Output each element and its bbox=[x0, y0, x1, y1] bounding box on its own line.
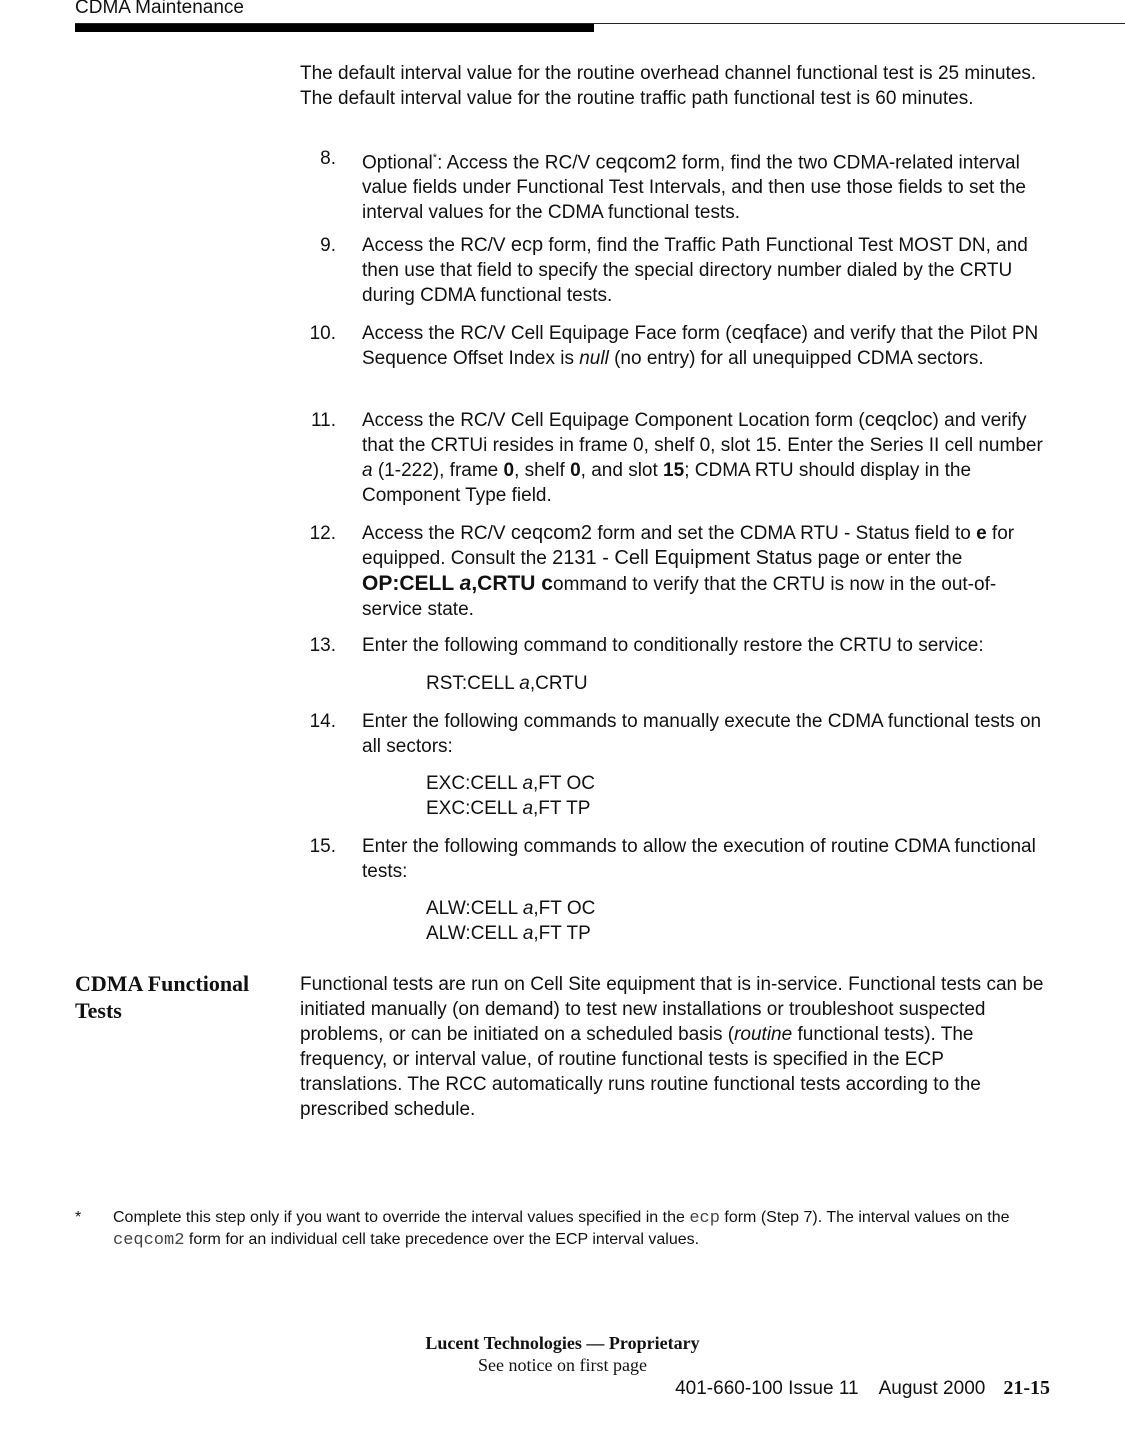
proprietary-notice bbox=[0, 1332, 1125, 1376]
command-text: OP:CELL a,CRTU c bbox=[362, 572, 553, 595]
footnote-ref: * bbox=[432, 152, 438, 164]
intro-paragraph: The default interval value for the routine overhead channel functional test is 25 minutes. The default interval value for the routine traffic path functional test is 60 minutes. bbox=[300, 63, 1037, 109]
step-number: 10. bbox=[309, 323, 336, 344]
step-text: Access the RC/V ecp form, find the Traffic Path Functional Test MOST DN, and then use that field to specify the special directory number dialed by the CRTU during CDMA functional tests. bbox=[362, 234, 1028, 306]
command-line: RST:CELL a,CRTU bbox=[426, 673, 588, 694]
footnote-text: Complete this step only if you want to override the interval values specified in the ecp form (Step 7). The interval values on the ceqcom2 form for an individual cell take precedence over the ECP interval values. bbox=[113, 1209, 1010, 1250]
step-number: 15. bbox=[309, 836, 336, 857]
command-line: EXC:CELL a,FT TP bbox=[426, 798, 591, 819]
page-reference: 2131 - Cell Equipment Status bbox=[552, 547, 813, 569]
section-paragraph: Functional tests are run on Cell Site equipment that is in-service. Functional tests can be initiated manually (on demand) to test new installations or troubleshoot suspected problems, or can be initiated on a scheduled basis (routine functional tests). The frequency, or interval value, of routine functional tests is specified in the ECP translations. The RCC automatically runs routine functional tests according to the prescribed schedule. bbox=[300, 974, 1044, 1120]
command-line: EXC:CELL a,FT OC bbox=[426, 773, 595, 794]
form-name: ceqcom2 bbox=[113, 1231, 185, 1250]
step-text: Enter the following command to conditionally restore the CRTU to service: bbox=[362, 635, 984, 656]
header-bar bbox=[75, 24, 594, 32]
running-header-title: CDMA Maintenance bbox=[75, 0, 244, 18]
step-number: 13. bbox=[309, 635, 336, 656]
step-number: 12. bbox=[309, 523, 336, 544]
step-text: Access the RC/V Cell Equipage Component Location form (ceqcloc) and verify that the CRTUi resides in frame 0, shelf 0, slot 15. Enter the Series II cell number a (1-222), frame 0, shelf 0, and slot 15; CDMA RTU should display in the Component Type field. bbox=[362, 409, 1043, 506]
step-number: 9. bbox=[320, 235, 336, 256]
document-id: 401-660-100 Issue 11 August 2000 bbox=[675, 1378, 986, 1399]
form-name: ceqcom2 bbox=[510, 522, 593, 544]
step-number: 14. bbox=[309, 711, 336, 732]
step-text: Optional*: Access the RC/V ceqcom2 form, find the two CDMA-related interval value fields under Functional Test Intervals, and then use those fields to set the interval values for the CDMA functional tests. bbox=[362, 151, 1026, 224]
step-number: 8. bbox=[320, 148, 336, 169]
page-number: 21-15 bbox=[1003, 1377, 1050, 1399]
step-text: Enter the following commands to allow the execution of routine CDMA functional tests: bbox=[362, 836, 1036, 882]
step-number: 11. bbox=[310, 410, 336, 431]
step-text: Access the RC/V Cell Equipage Face form (ceqface) and verify that the Pilot PN Sequence Offset Index is null (no entry) for all unequipped CDMA sectors. bbox=[362, 322, 1039, 369]
form-name: ceqface bbox=[731, 322, 802, 344]
command-line: ALW:CELL a,FT TP bbox=[426, 923, 591, 944]
footnote-mark: * bbox=[75, 1209, 82, 1226]
see-notice: See notice on first page bbox=[478, 1355, 647, 1375]
form-name: ceqcom2 bbox=[595, 151, 677, 174]
page-footer bbox=[675, 1377, 1050, 1400]
form-name: ceqcloc bbox=[864, 409, 933, 431]
section-heading: CDMA Functional Tests bbox=[75, 971, 250, 1023]
command-line: ALW:CELL a,FT OC bbox=[426, 898, 596, 919]
form-name: ecp bbox=[689, 1209, 720, 1228]
form-name: ecp bbox=[510, 234, 544, 256]
step-text: Access the RC/V ceqcom2 form and set the CDMA RTU - Status field to e for equipped. Consult the 2131 - Cell Equipment Status page or enter the OP:CELL a,CRTU command to verify that the CRTU is now in the out-of-service state. bbox=[362, 522, 1015, 620]
step-text: Enter the following commands to manually execute the CDMA functional tests on all sectors: bbox=[362, 711, 1042, 757]
company-notice: Lucent Technologies — Proprietary bbox=[425, 1333, 700, 1353]
